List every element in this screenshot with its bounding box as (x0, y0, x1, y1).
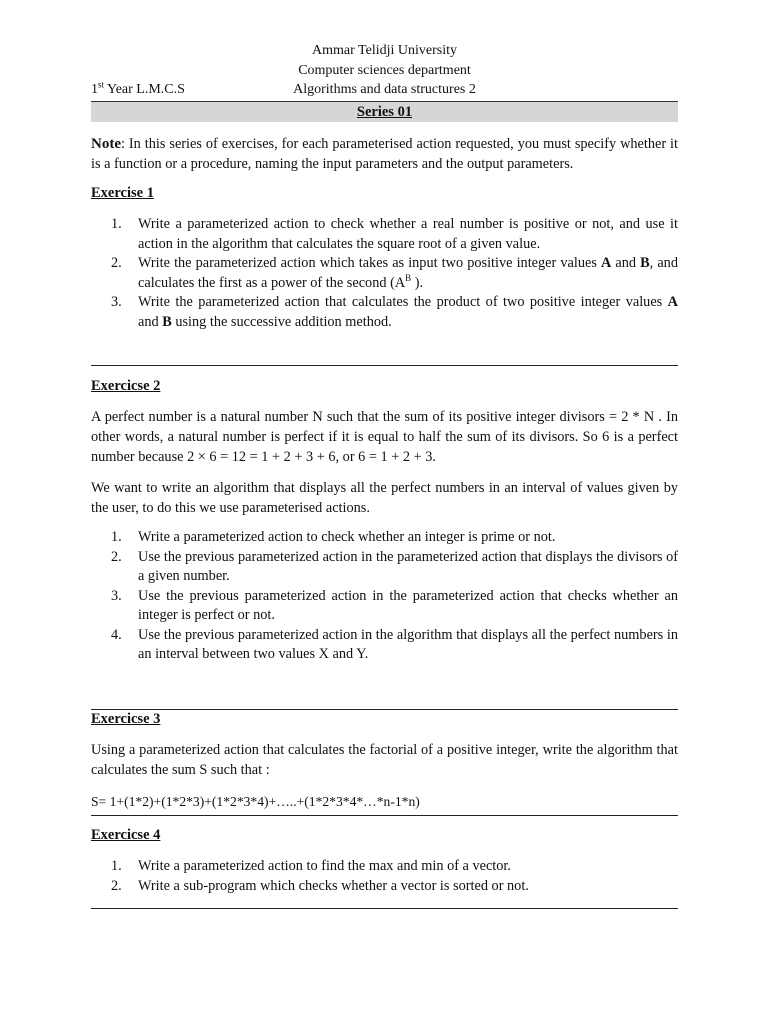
exercise-1-list (91, 215, 678, 332)
divider (91, 815, 678, 816)
note-text: : In this series of exercises, for each parameterised action requested, you must specify whether it is a function or a procedure, naming the input parameters and the output parameters. (91, 136, 678, 172)
item-text: Write a sub-program which checks whether a vector is sorted or not. (138, 877, 529, 894)
department-name: Computer sciences department (298, 63, 471, 78)
exponent: B (405, 272, 412, 283)
item-text: and (611, 255, 641, 271)
exercise-2-paragraph-1: A perfect number is a natural number N such that the sum of its positive integer divisors = 2 * N . In other words, a natural number is perfect if it is equal to half the sum of its divisors. So 6 is a perfect number because 2 × 6 = 12 = 1 + 2 + 3 + 6, or 6 = 1 + 2 + 3. (91, 409, 678, 465)
exercise-4-list (91, 857, 678, 896)
item-text: ). (411, 274, 424, 291)
item-number: 1. (111, 216, 122, 232)
year-sup: st (98, 79, 105, 90)
list-item (91, 254, 678, 293)
item-text: Write the parameterized action which takes as input two positive integer values (138, 255, 601, 271)
list-item (91, 587, 678, 626)
year-prefix: 1 (91, 82, 98, 97)
item-text: using the successive addition method. (171, 313, 392, 330)
divider (91, 908, 678, 909)
exercise-3-paragraph: Using a parameterized action that calculates the factorial of a positive integer, write the algorithm that calculates the sum S such that : (91, 742, 678, 778)
list-item (91, 857, 678, 877)
item-number: 3. (111, 587, 122, 604)
list-item (91, 215, 678, 254)
list-item (91, 548, 678, 587)
list-item (91, 877, 678, 897)
item-number: 2. (111, 548, 122, 565)
item-text: Use the previous parameterized action in the algorithm that displays all the perfect numbers in an interval between two values X and Y. (138, 626, 678, 662)
course-name: Algorithms and data structures 2 (293, 82, 476, 97)
divider (91, 709, 678, 710)
item-number: 2. (111, 877, 122, 894)
bold-var-a: A (600, 255, 612, 271)
list-item (91, 293, 678, 332)
series-title: Series 01 (356, 104, 413, 120)
item-number: 4. (111, 626, 122, 643)
exercise-2-list (91, 528, 678, 665)
item-text: Write a parameterized action to find the max and min of a vector. (138, 858, 511, 874)
item-text: Write a parameterized action to check whether a real number is positive or not, and use it action in the algorithm that calculates the square root of a given value. (138, 216, 678, 252)
item-number: 1. (111, 858, 122, 874)
exercise-2-title: Exercicse 2 (91, 378, 161, 394)
item-text: Write the parameterized action that calculates the product of two positive integer values (138, 294, 668, 310)
bold-var-b: B (640, 255, 650, 271)
year-suffix: Year L.M.C.S (104, 82, 185, 97)
exercise-1-title: Exercise 1 (91, 185, 154, 201)
item-number: 3. (111, 294, 122, 310)
bold-var-a: A (667, 294, 678, 310)
bold-var-b: B (162, 313, 172, 330)
item-text: Write a parameterized action to check whether an integer is prime or not. (138, 529, 556, 545)
list-item (91, 626, 678, 665)
item-text: , and calculates the first as a power of the second (A (138, 255, 678, 291)
list-item (91, 528, 678, 548)
exercise-3-title: Exercicse 3 (91, 711, 161, 727)
item-text: Use the previous parameterized action in the parameterized action that displays the divisors of a given number. (138, 548, 678, 584)
item-text: and (138, 313, 163, 330)
note-label: Note (91, 136, 121, 152)
series-bar (91, 101, 678, 122)
divider (91, 365, 678, 366)
university-name: Ammar Telidji University (312, 43, 457, 58)
note-paragraph (91, 134, 678, 174)
item-text: Use the previous parameterized action in the parameterized action that checks whether an integer is perfect or not. (138, 587, 678, 623)
exercise-2-paragraph-2: We want to write an algorithm that displays all the perfect numbers in an interval of values given by the user, to do this we use parameterised actions. (91, 480, 678, 516)
sum-formula: S= 1+(1*2)+(1*2*3)+(1*2*3*4)+…..+(1*2*3*4*…*n-1*n) (91, 794, 420, 809)
exercise-4-title: Exercicse 4 (91, 827, 161, 843)
item-number: 2. (111, 255, 122, 271)
item-number: 1. (111, 529, 122, 545)
